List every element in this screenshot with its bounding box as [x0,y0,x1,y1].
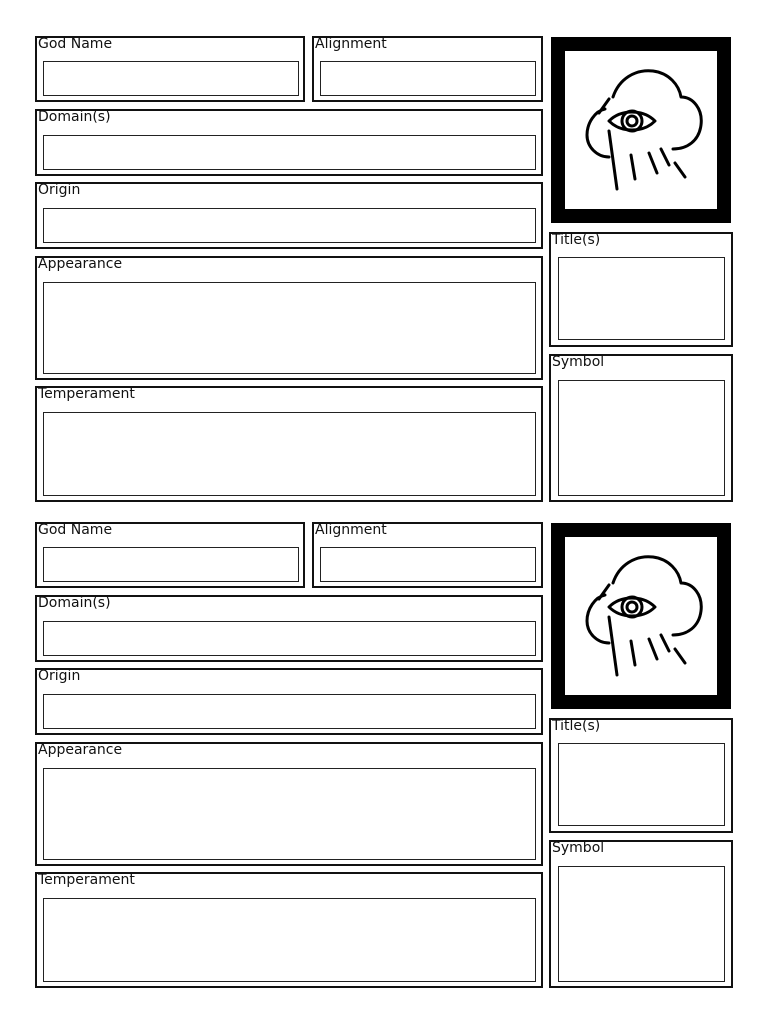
origin-label: Origin [38,668,81,684]
symbol-label: Symbol [552,354,605,370]
god-name-label: God Name [38,522,113,538]
god-sheet-2 [0,486,768,972]
alignment-label: Alignment [315,522,387,538]
symbol-box [549,354,733,502]
eye-cloud-icon [565,537,717,695]
titles-box [549,232,733,347]
domains-label: Domain(s) [38,595,111,611]
symbol-box [549,840,733,988]
appearance-field[interactable] [43,768,536,860]
domains-box [35,595,543,662]
titles-field[interactable] [558,257,725,340]
god-name-field[interactable] [43,547,299,582]
symbol-label: Symbol [552,840,605,856]
god-sheet-1 [0,0,768,486]
alignment-field[interactable] [320,547,536,582]
god-name-field[interactable] [43,61,299,96]
temperament-box [35,872,543,988]
temperament-label: Temperament [38,872,135,888]
domains-box [35,109,543,176]
titles-label: Title(s) [552,718,601,734]
origin-box [35,182,543,249]
temperament-box [35,386,543,502]
origin-field[interactable] [43,694,536,729]
alignment-label: Alignment [315,36,387,52]
alignment-box [312,36,543,102]
origin-label: Origin [38,182,81,198]
symbol-field[interactable] [558,866,725,982]
emblem-frame [551,523,731,709]
domains-label: Domain(s) [38,109,111,125]
titles-box [549,718,733,833]
emblem-frame [551,37,731,223]
titles-field[interactable] [558,743,725,826]
appearance-label: Appearance [38,256,123,272]
domains-field[interactable] [43,135,536,170]
appearance-box [35,742,543,866]
temperament-field[interactable] [43,898,536,982]
origin-box [35,668,543,735]
temperament-label: Temperament [38,386,135,402]
symbol-field[interactable] [558,380,725,496]
origin-field[interactable] [43,208,536,243]
alignment-field[interactable] [320,61,536,96]
temperament-field[interactable] [43,412,536,496]
domains-field[interactable] [43,621,536,656]
god-name-label: God Name [38,36,113,52]
god-name-box [35,36,305,102]
god-name-box [35,522,305,588]
eye-cloud-icon [565,51,717,209]
appearance-box [35,256,543,380]
appearance-label: Appearance [38,742,123,758]
appearance-field[interactable] [43,282,536,374]
alignment-box [312,522,543,588]
titles-label: Title(s) [552,232,601,248]
